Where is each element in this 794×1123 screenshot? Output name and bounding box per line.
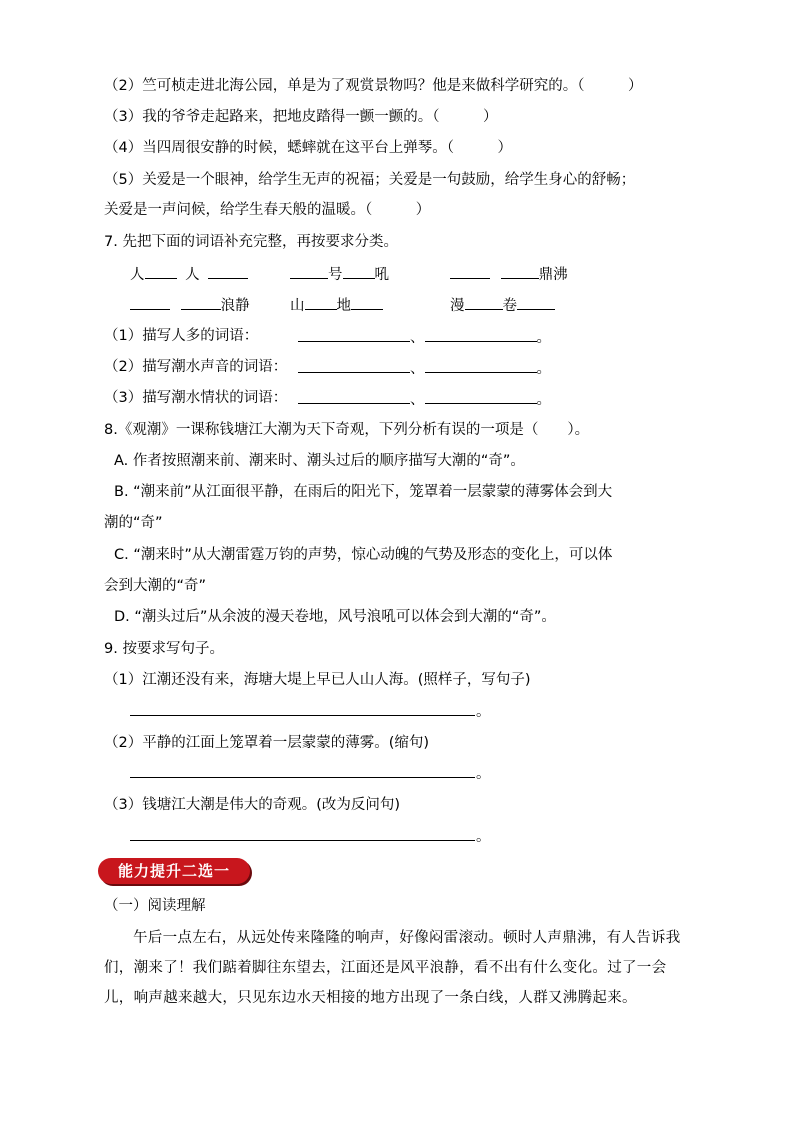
word-char: 漫 [450, 298, 465, 314]
q7-sub-2 [104, 357, 287, 377]
q7-word-4 [130, 294, 250, 316]
q6-item-2: （2）竺可桢走进北海公园，单是为了观赏景物吗？他是来做科学研究的。（ ） [104, 78, 643, 94]
period: 。 [536, 361, 551, 377]
q7-sub-3-answers [298, 388, 551, 410]
q8-option-c-line2: 会到大潮的“奇” [104, 578, 207, 594]
q7-sub-2-answers [298, 357, 551, 379]
fill-blank[interactable] [130, 294, 170, 310]
separator: 、 [410, 330, 425, 346]
answer-blank[interactable] [425, 326, 537, 342]
answer-blank[interactable] [298, 357, 410, 373]
q8-option-a[interactable]: A. 作者按照潮来前、潮来时、潮头过后的顺序描写大潮的“奇”。 [114, 453, 525, 469]
word-text: 浪静 [220, 298, 250, 314]
q9-sentence-2: （2）平静的江面上笼罩着一层蒙蒙的薄雾。(缩句) [104, 735, 430, 751]
word-char: 山 [290, 298, 305, 314]
fill-blank[interactable] [465, 294, 503, 310]
q6-item-5-line1: （5）关爱是一个眼神，给学生无声的祝福；关爱是一句鼓励，给学生身心的舒畅； [104, 172, 636, 188]
section-tag: 能力提升二选一 [98, 858, 250, 884]
q9-answer-line-2[interactable] [130, 777, 475, 778]
fill-blank[interactable] [351, 294, 383, 310]
period: 。 [536, 392, 551, 408]
answer-blank[interactable] [298, 326, 410, 342]
fill-blank[interactable] [450, 263, 490, 279]
fill-blank[interactable] [305, 294, 337, 310]
word-char: 吼 [374, 267, 389, 283]
q9-period-2: 。 [476, 766, 491, 782]
separator: 、 [410, 361, 425, 377]
word-char: 号 [328, 267, 343, 283]
fill-blank[interactable] [517, 294, 555, 310]
q7-sub-3 [104, 388, 287, 408]
q6-item-3: （3）我的爷爷走起路来，把地皮踏得一颤一颤的。（ ） [104, 109, 498, 125]
q8-option-d[interactable]: D. “潮头过后”从余波的漫天卷地，风号浪吼可以体会到大潮的“奇”。 [114, 609, 556, 625]
q9-title: 9. 按要求写句子。 [104, 641, 224, 657]
q9-answer-line-1[interactable] [130, 715, 475, 716]
q7-word-2 [290, 263, 389, 285]
word-char: 人 [130, 267, 145, 283]
answer-blank[interactable] [425, 357, 537, 373]
q8-option-b-line1[interactable]: B. “潮来前”从江面很平静，在雨后的阳光下，笼罩着一层蒙蒙的薄雾体会到大 [114, 484, 613, 500]
q6-item-4: （4）当四周很安静的时候，蟋蟀就在这平台上弹琴。（ ） [104, 140, 512, 156]
q6-item-5-line2: 关爱是一声问候，给学生春天般的温暖。（ ） [104, 202, 431, 218]
reading-paragraph: 午后一点左右，从远处传来隆隆的响声，好像闷雷滚动。顿时人声鼎沸，有人告诉我们，潮来了！我们踮着脚往东望去，江面还是风平浪静，看不出有什么变化。过了一会儿，响声越来越大，只见东边水天相接的地方出现了一条白线，人群又沸腾起来。 [104, 930, 681, 1006]
word-char: 人 [185, 267, 200, 283]
q7-word-3 [450, 263, 568, 285]
word-char: 卷 [502, 298, 517, 314]
q7-word-6 [450, 294, 555, 316]
q8-title: 8.《观潮》一课称钱塘江大潮为天下奇观，下列分析有误的一项是（ ）。 [104, 422, 590, 438]
answer-blank[interactable] [425, 388, 537, 404]
q9-period-3: 。 [476, 829, 491, 845]
word-char: 地 [336, 298, 351, 314]
fill-blank[interactable] [343, 263, 375, 279]
q9-sentence-1: （1）江潮还没有来，海塘大堤上早已人山人海。(照样子，写句子) [104, 672, 531, 688]
q8-option-b-line2: 潮的“奇” [104, 515, 163, 531]
q9-period-1: 。 [476, 704, 491, 720]
reading-title: （一）阅读理解 [104, 898, 206, 914]
word-text: 鼎沸 [538, 267, 568, 283]
separator: 、 [410, 392, 425, 408]
fill-blank[interactable] [290, 263, 328, 279]
q7-sub-1-answers [298, 326, 551, 348]
fill-blank[interactable] [501, 263, 539, 279]
fill-blank[interactable] [208, 263, 248, 279]
fill-blank[interactable] [181, 294, 221, 310]
sub-label: （3）描写潮水情状的词语： [104, 390, 288, 406]
q7-title: 7. 先把下面的词语补充完整，再按要求分类。 [104, 234, 398, 250]
fill-blank[interactable] [145, 263, 177, 279]
q9-answer-line-3[interactable] [130, 840, 475, 841]
sub-label: （2）描写潮水声音的词语： [104, 359, 288, 375]
q7-word-1 [130, 263, 248, 285]
q7-sub-1 [104, 326, 258, 346]
period: 。 [536, 330, 551, 346]
sub-label: （1）描写人多的词语： [104, 328, 259, 344]
answer-blank[interactable] [298, 388, 410, 404]
q8-option-c-line1[interactable]: C. “潮来时”从大潮雷霆万钧的声势，惊心动魄的气势及形态的变化上，可以体 [114, 547, 613, 563]
q9-sentence-3: （3）钱塘江大潮是伟大的奇观。(改为反问句) [104, 797, 401, 813]
q7-word-5 [290, 294, 383, 316]
